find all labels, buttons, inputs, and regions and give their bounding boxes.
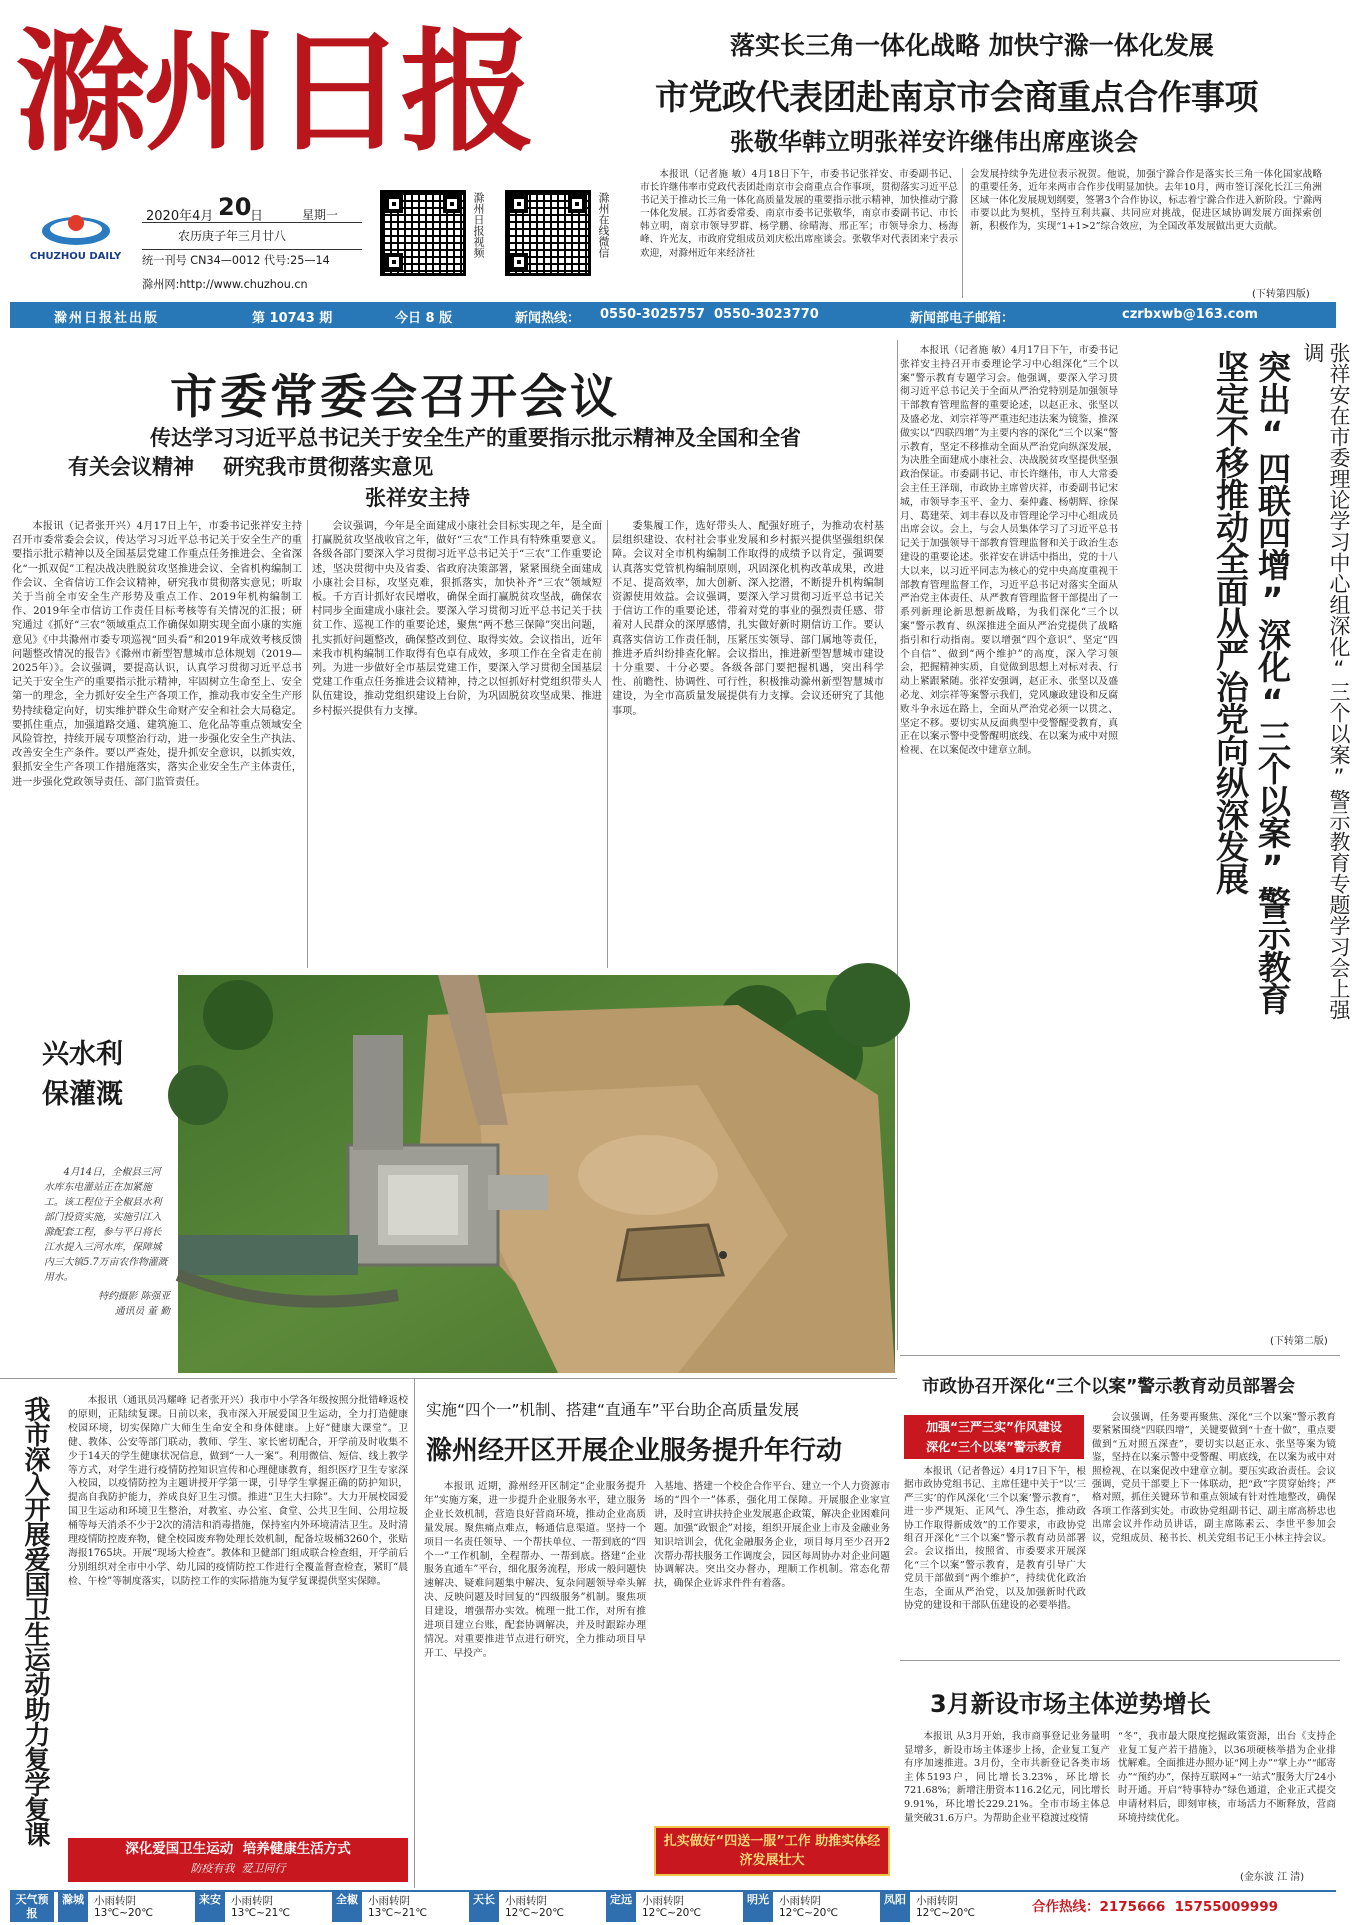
weather-city	[332, 1892, 469, 1922]
date-suffix: 日	[250, 209, 264, 224]
hotline-numbers: 0550-3025757 0550-3023770	[600, 307, 819, 322]
side-story-headline-2[interactable]: 坚定不移推动全面从严治党向纵深发展	[1211, 350, 1250, 894]
side-story	[900, 340, 1351, 1350]
econ-banner-text: 扎实做好“四送一服”工作 助推实体经济发展壮大	[663, 1834, 881, 1868]
top-story-kicker: 落实长三角一体化战略 加快宁滁一体化发展	[730, 31, 1214, 60]
weather-city-name: 定远	[606, 1892, 636, 1922]
main-story-col3: 委集履工作，选好带头人、配强好班子，为推动农村基层组织建设、农村社会事业发展和乡村振兴提供坚强组织保障。会议对全市机构编制工作取得的成绩予以肯定，强调要认真落实党管机构编制原则，巩固深化机构改革成果，改进不足、提高效率，加大创新、深入挖潜，不断提升机构编制资源使用效益。会议强调，要深入学习贯彻习近平总书记关于信访工作的重要论述，带着对党的事业的强烈责任感、带着对人民群众的深厚感情，扎实做好新时期信访工作。要认真落实信访工作责任制，压紧压实领导、部门属地等责任，推进矛盾纠纷排查化解。会议指出，推进新型智慧城市建设十分重要、十分必要。各级各部门要把握机遇，突出科学性、前瞻性、协调性、可行性，积极推动滁州新型智慧城市建设，为全市高质量发展提供有力支撑。会议还研究了其他事项。	[612, 521, 884, 717]
col-divider	[607, 520, 608, 968]
email-address[interactable]: czrbxwb@163.com	[1122, 307, 1258, 322]
masthead-title: 滁州日报	[14, 15, 530, 170]
main-story-subhead-2: 有关会议精神 研究我市贯彻落实意见	[68, 455, 434, 479]
red-box-line-1: 加强“三严三实”作风建设	[926, 1420, 1062, 1434]
weather-city-temp: 12℃~20℃	[505, 1907, 565, 1919]
date-day: 20	[218, 193, 252, 221]
cppcc-headline[interactable]: 市政协召开深化“三个以案”警示教育动员部署会	[922, 1377, 1296, 1397]
cooperation-hotline-label: 合作热线：	[1032, 1899, 1100, 1915]
weather-city-name: 来安	[195, 1892, 225, 1922]
main-story-subhead-1: 传达学习习近平总书记关于安全生产的重要指示批示精神及全国和全省	[150, 426, 801, 450]
masthead	[0, 0, 1346, 300]
aerial-construction-photo[interactable]	[178, 975, 895, 1373]
weather-city	[743, 1892, 880, 1922]
econ-headline[interactable]: 滁州经开区开展企业服务提升年行动	[426, 1436, 843, 1466]
date-line	[142, 195, 362, 223]
photo-credit-2: 通讯员 董 勤	[114, 1306, 170, 1317]
main-story	[0, 340, 890, 970]
main-story-col1: 本报讯（记者张开兴）4月17日上午，市委书记张祥安主持召开市委常委会会议，传达学习习近平总书记关于安全生产的重要指示批示精神以及全国基层党建工作重点任务推进会、全省深化“一抓双促”工程决战决胜脱贫攻坚推进会议、全省机构编制工作会议、全省信访工作会议精神，研究我市贯彻落实意见；听取关于当前全市安全生产形势及重点工作、2019年机构编制工作、2019年全市信访工作责任目标考核等有关情况的汇报；研究通过《抓好“三农”领域重点工作确保如期实现全面小康的实施意见》《中共滁州市委专项巡视“回头看”和2019年成效考核反馈问题整改情况的报告》《滁州市新型智慧城市总体规划（2019—2025年）》。会议强调，要提高认识，认真学习贯彻习近平总书记关于安全生产的重要指示批示精神，牢固树立生命至上、安全第一的理念，全力抓好安全生产各项工作，推动我市安全生产形势持续稳定向好，切实维护群众生命财产安全和社会大局稳定。要抓住重点，加强道路交通、建筑施工、危化品等重点领域安全风险管控，持续开展专项整治行动，进一步强化安全生产执法、改善安全生产条件。要以严查处，提升抓安全意识，以抓实效，狠抓安全生产各项工作措施落实，落实企业安全生产主体责任，进一步强化党政领导责任、部门监管责任。	[12, 521, 302, 788]
cppcc-col1: 本报讯（记者鲁远）4月17日下午，根据市政协党组书记、主席任建中关于“以‘三严三实’的作风深化‘三个以案’警示教育”，进一步严规矩、正风气、净生态，推动政协工作取得新成效”的工作要求，市政协党组召开深化“三个以案”警示教育动员部署会。会议指出，按照省、市委要求开展深化“三个以案”警示教育，是教育引导广大党员干部做到“两个维护”，持续优化政治生态，全面从严治党，以及加强新时代政协党的建设和干部队伍建设的必要举措。	[904, 1466, 1086, 1612]
top-story-col2: 会发展持续争先进位表示祝贺。他说，加强宁滁合作是落实长三角一体化国家战略的重要任务，近年来两市合作步伐明显加快。去年10月，两市签订深化长江三角洲区域一体化发展规划纲要，签署3个合作协议，标志着宁滁合作进入新阶段。宁滁两市要以此为契机，坚持互利共赢、共同应对挑战，促进区域协调发展方面探索创新，积极作为，实现“1+1>2”综合效应，为全国改革发展做出更大贡献。	[970, 169, 1322, 233]
qr-code-video[interactable]	[380, 190, 466, 276]
health-story	[0, 1378, 420, 1890]
health-banner-sub: 防疫有我 爱卫同行	[190, 1862, 286, 1875]
market-story	[900, 1660, 1340, 1885]
weather-city-temp: 12℃~20℃	[916, 1907, 976, 1919]
econ-col2: 入基地、搭建一个校企合作平台、建立一个人力资源市场的“四个一”体系，强化用工保障。开展服企业家宣讲，及时宣讲扶持企业发展惠企政策，解决企业困难问题。加强“政银企”对接，组织开展企业上市及金融业务知识培训会，优化金融服务企业，项目每月至少召开2次帮办帮扶服务工作调度会，园区每周协办对企业问题协调解决。突出交办督办，理顺工作机制。常态化帮扶，确保企业诉求件件有着落。	[654, 1481, 890, 1590]
weather-city	[606, 1892, 743, 1922]
weather-city-desc: 小雨转阴	[916, 1895, 958, 1907]
market-credit: (金东波 江 清)	[1240, 1872, 1305, 1883]
cppcc-red-box	[904, 1415, 1084, 1459]
qr1-label: 滁州日报视频	[472, 192, 485, 258]
health-body: 本报讯（通讯员冯耀峰 记者张开兴）我市中小学各年级按照分批错峰返校的原则，正陆续复课。日前以来，我市深入开展爱国卫生运动，全力打造健康校园环境，切实保障广大师生生命安全和身体健康。上好“健康大课堂”。卫健、教体、公安等部门联动，教师、学生、家长密切配合，开学前及时收集不少于14天的学生健康状况信息，做到“一人一案”。利用微信、短信、线上教学等方式，对学生进行疫情防控知识宣传和心理健康教育，组织医疗卫生专家深入校园，以疫情防控为主题讲授开学第一课，引导学生掌握正确的防护知识，提高自我防护能力，养成良好卫生习惯。推进“卫生大扫除”。大力开展校园爱国卫生运动和环境卫生整治，对教室、办公室、食堂、公共卫生间、公用垃圾桶等每天消杀不少于2次的清洁和消毒措施，保持室内外环境清洁卫生。及时清理疫情防控废弃物，健全校园废弃物处理长效机制，配备垃圾桶3260个，张贴海报1765块。开展“现场大检查”。教体和卫健部门组成联合检查组，开学前后分别组织对全市中小学、幼儿园的疫情防控工作进行全覆盖督查检查，紧盯“晨检、午检”等制度落实，以防控工作的实际措施为复学复课提供坚实保障。	[68, 1395, 408, 1587]
cppcc-col2: 会议强调，任务要再聚焦、深化“三个以案”警示教育要紧紧围绕“四联四增”，关键要做到“十查十做”，重点要做到“五对照五深查”，要切实以赵正永、张坚等案为镜鉴，坚持在以案示警中受警醒、明底线，在以案为戒中对照检视、在以案促改中建章立制。要压实政治责任。会议强调，党员干部要上下一体联动，把“政”字贯穿始终；严格对照，抓住关键环节和重点领域有针对性地整改，确保各项工作落到实处。市政协党组副书记、副主席高桥忠也出席会议并作动员讲话，副主席陈素云、李世平参加会议，党组成员、秘书长、机关党组书记王小林主持会议。	[1092, 1412, 1336, 1544]
econ-kicker: 实施“四个一”机制、搭建“直通车”平台助企高质量发展	[426, 1401, 800, 1419]
top-story-divider	[962, 168, 963, 298]
main-story-headline[interactable]: 市委常委会召开会议	[170, 370, 620, 425]
econ-story	[418, 1378, 896, 1890]
qr2-label: 滁州在线微信	[597, 192, 610, 258]
health-headline[interactable]: 我市深入开展爱国卫生运动助力复学复课	[20, 1396, 50, 1846]
qr-code-wechat[interactable]	[505, 190, 591, 276]
cppcc-story	[900, 1355, 1340, 1655]
page-count: 今日 8 版	[395, 311, 453, 326]
weather-city	[880, 1892, 1017, 1922]
weather-city	[469, 1892, 606, 1922]
hotline-label: 新闻热线：	[515, 311, 581, 326]
photo-feature	[0, 975, 897, 1375]
econ-col1: 本报讯 近期，滁州经开区制定“企业服务提升年”实施方案，进一步提升企业服务水平，建立服务企业长效机制，营造良好营商环境，推动企业高质量发展。聚焦痛点难点，畅通信息渠道。坚持一个项目一名责任领导、一个帮扶单位、一帮到底的“四个一”工作机制，全程帮办、一帮到底。搭建“企业服务直通车”平台，细化服务流程，形成一般问题快速解决、疑难问题集中解决、复杂问题领导牵头解决、反映问题及时回复的“四级服务”机制。聚焦项目建设，增强帮办实效。梳理一批工作，对所有推进项目建立台账，配套协调解决，并及时跟踪办理情况。对重要推进节点进行研究，全力推动项目早开工、早投产。	[424, 1481, 646, 1659]
issue-number: 第 10743 期	[252, 311, 333, 326]
date-block	[142, 195, 362, 270]
weather-city-name: 明光	[743, 1892, 773, 1922]
website[interactable]: 滁州网:http://www.chuzhou.cn	[142, 278, 308, 291]
weather-city-name: 滁城	[58, 1892, 88, 1922]
lunar-date: 农历庚子年三月廿八	[178, 229, 287, 243]
red-box-line-2: 深化“三个以案”警示教育	[926, 1440, 1062, 1454]
market-rule	[900, 1660, 1340, 1661]
weather-city	[195, 1892, 332, 1922]
col-divider	[414, 1378, 415, 1888]
health-banner-main: 深化爱国卫生运动 培养健康生活方式	[125, 1841, 351, 1857]
info-bar	[10, 302, 1336, 328]
cppcc-rule	[900, 1355, 1340, 1356]
side-story-headline-1[interactable]: 突出“四联四增”深化“三个以案”警示教育	[1253, 350, 1292, 1014]
weather-city-name: 天长	[469, 1892, 499, 1922]
main-story-col2: 会议强调，今年是全面建成小康社会目标实现之年，是全面打赢脱贫攻坚战收官之年，做好“三农”工作具有特殊重要意义。各级各部门要深入学习贯彻习近平总书记关于“三农”工作重要论述，坚决贯彻中央及省委、省政府决策部署，紧紧围绕全面建成小康社会目标，攻坚克难，狠抓落实，加快补齐“三农”领域短板。千方百计抓好农民增收，确保全面打赢脱贫攻坚战，确保农村同步全面建成小康社会。要深入学习贯彻习近平总书记关于扶贫工作、巡视工作的重要论述，聚焦“两不愁三保障”突出问题，扎实抓好问题整改，确保整改到位、取得实效。会议指出，近年来我市机构编制工作取得有色卓有成效，多项工作在全省走在前列。为进一步做好全市基层党建工作，要深入学习贯彻全国基层党建工作重点任务推进会议精神，持之以恒抓好村党组织带头人队伍建设，推动党组织建设上台阶，为巩固脱贫攻坚成果、推进乡村振兴提供有力支撑。	[312, 521, 602, 717]
photo-caption	[44, 1165, 170, 1319]
weather-city-name: 凤阳	[880, 1892, 910, 1922]
weather-city-temp: 13℃~20℃	[94, 1907, 154, 1919]
market-headline[interactable]: 3月新设市场主体逆势增长	[930, 1690, 1211, 1718]
top-story-continued[interactable]: (下转第四版)	[1252, 289, 1310, 300]
weather-city-desc: 小雨转阴	[368, 1895, 410, 1907]
issn: 统一刊号 CN34—0012 代号:25—14	[142, 249, 362, 268]
cooperation-hotline	[1032, 1892, 1336, 1922]
weather-city-temp: 12℃~20℃	[642, 1907, 702, 1919]
email-label: 新闻部电子邮箱：	[910, 311, 1015, 326]
top-story-col1: 本报讯（记者施 敏）4月18日下午，市委书记张祥安、市委副书记、市长许继伟率市党政代表团赴南京市会商重点合作事项，贯彻落实习近平总书记关于推动长三角一体化高质量发展的重要指示批示精神，加快推动宁滁一体化发展。江苏省委常委、南京市委书记张敬华，南京市委副书记、市长韩立明，南京市领导罗群、杨学鹏、徐晴海、邢正军；市领导余力、杨海峰、许光友，市政府党组成员刘庆松出席座谈会。张敬华对代表团来宁表示欢迎，对滁州近年来经济社	[640, 169, 958, 259]
photo-title: 兴水利 保灌溉	[42, 1039, 123, 1110]
col-divider	[307, 520, 308, 968]
weekday: 星期一	[302, 208, 339, 222]
publisher: 滁州日报社出版	[54, 311, 160, 326]
weather-city-desc: 小雨转阴	[231, 1895, 273, 1907]
weather-city-temp: 13℃~21℃	[368, 1907, 428, 1919]
weather-city-desc: 小雨转阴	[779, 1895, 821, 1907]
main-story-byline: 张祥安主持	[365, 486, 470, 510]
weather-city-temp: 12℃~20℃	[779, 1907, 839, 1919]
weather-city-desc: 小雨转阴	[505, 1895, 547, 1907]
daily-en: CHUZHOU DAILY	[29, 251, 122, 262]
side-story-kicker: 张祥安在市委理论学习中心组深化“三个以案”警示教育专题学习会上强调	[1301, 342, 1351, 1020]
weather-cities	[58, 1892, 1018, 1922]
weather-city-name: 全椒	[332, 1892, 362, 1922]
weather-city	[58, 1892, 195, 1922]
side-story-continued[interactable]: (下转第二版)	[1270, 1336, 1328, 1347]
market-col1: 本报讯 从3月开始，我市商事登记业务量明显增多，新设市场主体逐步上扬，企业复工复产有序加速推进。3月份，全市共新登记各类市场主体5193户，同比增长3.23%，环比增长721.68%；新增注册资本116.2亿元，同比增长9.91%，环比增长229.21%。全市市场主体总量突破31.6万户。为帮助企业平稳渡过疫情	[904, 1731, 1110, 1824]
side-story-body: 本报讯（记者施 敏）4月17日下午，市委书记张祥安主持召开市委理论学习中心组深化“三个以案”警示教育专题学习会。他强调，要深入学习贯彻习近平总书记关于全面从严治党特别是加强领导干部教育管理监督的重要论述，以赵正永、张坚以及盛必龙、刘宗祥等严重违纪违法案为镜鉴，推深做实以“四联四增”为主要内容的深化“三个以案”警示教育，坚定不移推动全面从严治党向纵深发展，为决胜全面建成小康社会、决战脱贫攻坚提供坚强政治保证。市委副书记、市长许继伟，市人大常委会主任王泽瑞，市政协主席曾庆祥，市委副书记宋城，市领导李玉平、金力、秦仲鑫、杨朝辉、徐保月、葛建荣、刘丰春以及市管理论学习中心组成员出席会议。会上，与会人员集体学习了习近平总书记关于加强领导干部教育管理监督和关于政治生态建设的重要论述。张祥安在讲话中指出，党的十八大以来，以习近平同志为核心的党中央高度重视干部教育管理监督工作，习近平总书记对落实全面从严治党主体责任、从严教育管理监督干部提出了一系列新理论新思想新战略，为我们深化“三个以案”警示教育、纵深推进全面从严治党提供了战略指引和行动指南。要以增强“四个意识”、坚定“四个自信”、做到“两个维护”的高度，深入学习领会，把握精神实质，自觉做到思想上对标对表、行动上紧跟紧随。张祥安强调，赵正永、张坚以及盛必龙、刘宗祥等案警示我们，党风廉政建设和反腐败斗争永远在路上，全面从严治党必须一以贯之、坚定不移。要切实从反面典型中受警醒受教育，真正在以案示警中受警醒明底线、在以案为戒中对照检视、在以案促改中建章立制。	[900, 345, 1118, 757]
weather-city-desc: 小雨转阴	[642, 1895, 684, 1907]
cooperation-hotline-number: 2175666 15755009999	[1099, 1899, 1278, 1915]
date-prefix: 2020年4月	[146, 209, 214, 224]
weather-bar	[10, 1890, 1336, 1922]
photo-caption-text: 4月14日，全椒县三河水库东电灌站正在加紧施工。该工程位于全椒县水利部门投资实施，实施引江入滁配套工程，参与平日将长江水提入三河水库，保障城内三大镇5.7万亩农作物灌溉用水。	[44, 1167, 168, 1283]
econ-banner	[654, 1826, 890, 1876]
market-col2: “冬”，我市最大限度挖掘政策资源，出台《支持企业复工复产若干措施》，以36项硬核举措为企业排忧解难。全面推进办照办证“网上办”“掌上办”“邮寄办”“预约办”，保持互联网+“一站式”服务大厅24小时开通。开启“特事特办”绿色通道，企业正式提交申请材料后，即刻审核，市场活力不断释放，营商环境持续优化。	[1118, 1731, 1336, 1824]
weather-city-temp: 13℃~21℃	[231, 1907, 291, 1919]
section-divider	[897, 340, 898, 1350]
top-story-subhead: 张敬华韩立明张祥安许继伟出席座谈会	[730, 128, 1138, 156]
chuzhou-daily-logo	[18, 205, 133, 265]
weather-city-desc: 小雨转阴	[94, 1895, 136, 1907]
top-story-headline[interactable]: 市党政代表团赴南京市会商重点合作事项	[655, 78, 1258, 118]
health-banner	[68, 1838, 408, 1882]
weather-label: 天气预报	[10, 1892, 54, 1922]
photo-credit-1: 特约摄影 陈强亚	[98, 1291, 170, 1302]
